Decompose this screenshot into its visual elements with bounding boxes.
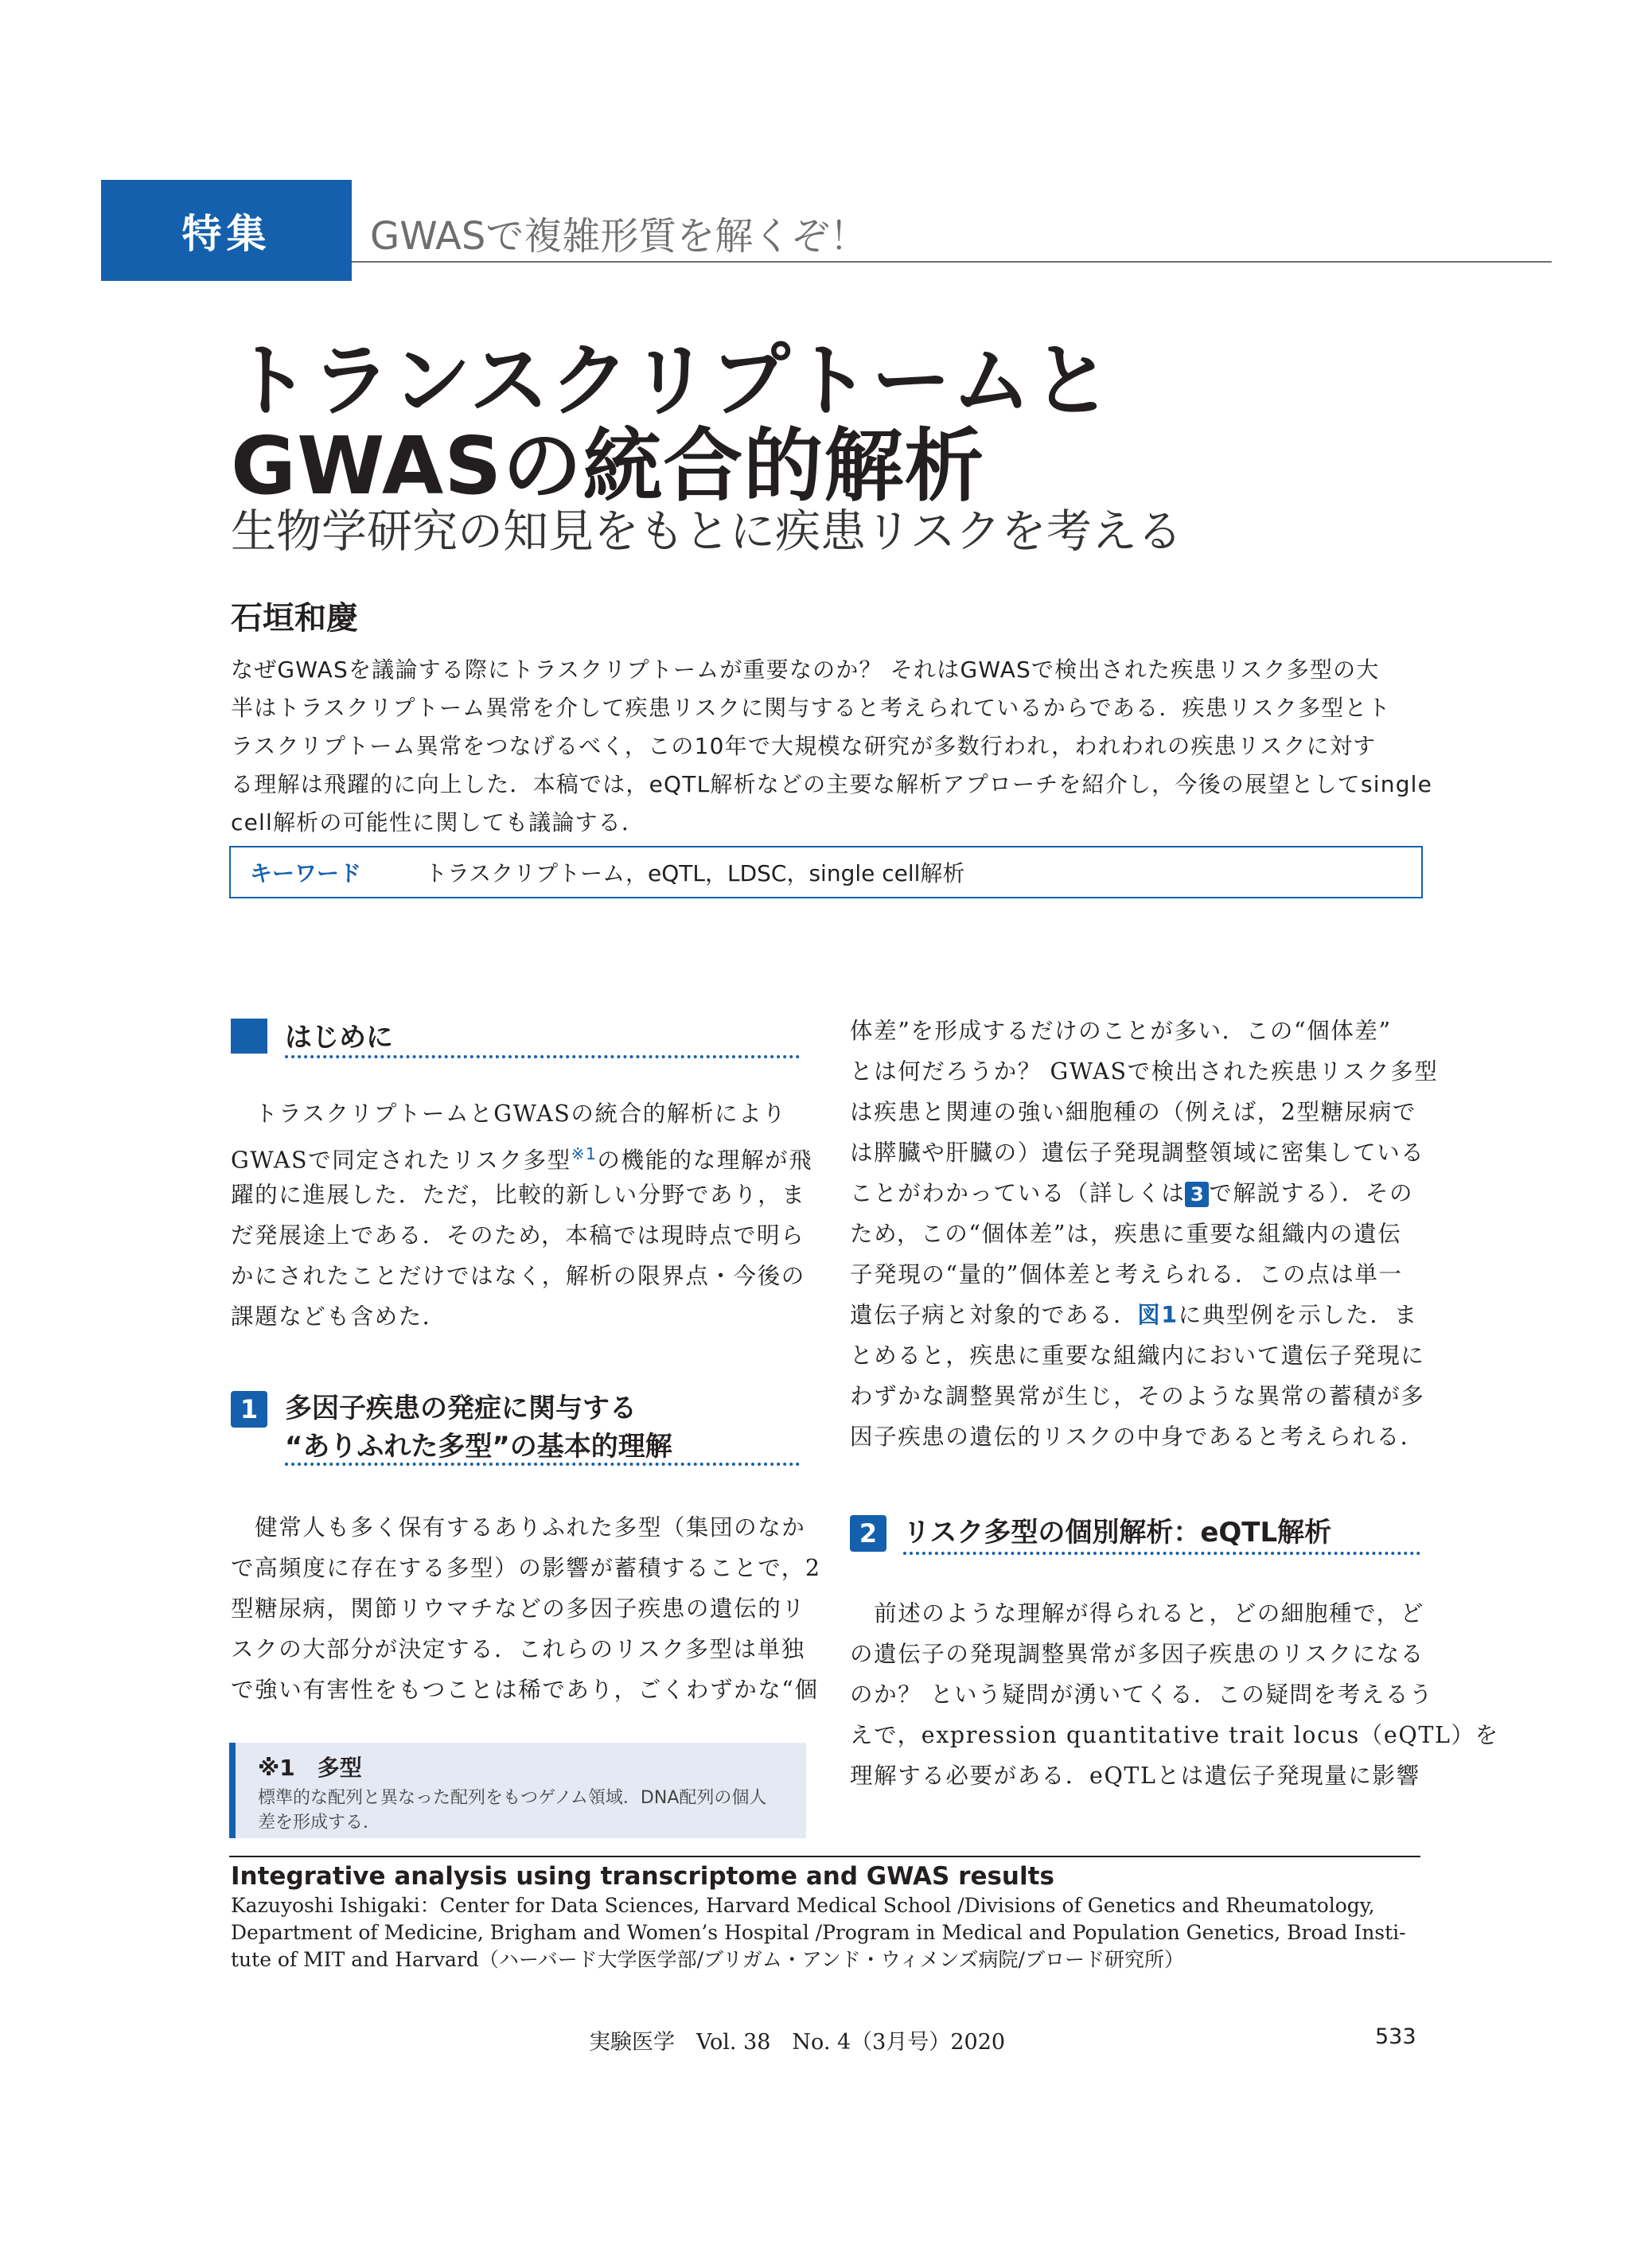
heading-underline (285, 1055, 800, 1058)
text-fragment: 遺伝子病と対象的である． (850, 1302, 1138, 1328)
section-2-title: リスク多型の個別解析：eQTL解析 (903, 1517, 1332, 1549)
abstract-line: 半はトラスクリプトーム異常を介して疾患リスクに関与すると考えられているからである．疾患リスク多型とト (231, 695, 1391, 721)
section-marker-icon (231, 1019, 267, 1054)
text-fragment: に典型例を示した．ま (1178, 1302, 1418, 1328)
abstract-line: ラスクリプトーム異常をつなげるべく，この10年で大規模な研究が多数行われ，われわれの疾患リスクに対す (231, 733, 1377, 759)
affiliation-line: tute of MIT and Harvard（ハーバード大学医学部/ブリガム・アンド・ウィメンズ病院/ブロード研究所） (231, 1948, 1184, 1971)
article-title-line-2: GWASの統合的解析 (231, 419, 985, 512)
section-ref-badge[interactable]: 3 (1185, 1182, 1209, 1207)
footnote-title: ※1 多型 (258, 1755, 362, 1781)
text-line: のか？ という疑問が湧いてくる．この疑問を考えるう (850, 1681, 1434, 1708)
text-line: で高頻度に存在する多型）の影響が蓄積することで，2 (231, 1555, 821, 1581)
article-title-line-1: トランスクリプトームと (231, 334, 1112, 427)
text-line: 課題なども含めた． (231, 1303, 446, 1330)
keywords-label: キーワード (250, 860, 362, 886)
section-1-title-line-1: 多因子疾患の発症に関与する (285, 1393, 637, 1424)
text-line: とは何だろうか？ GWASで検出された疾患リスク多型 (850, 1058, 1439, 1085)
text-line: わずかな調整異常が生じ，そのような異常の蓄積が多 (850, 1383, 1425, 1409)
footnote-line: 標準的な配列と異なった配列をもつゲノム領域．DNA配列の個人 (258, 1788, 767, 1808)
text-line (850, 1173, 1423, 1214)
affiliation-line: Kazuyoshi Ishigaki：Center for Data Sciences, Harvard Medical School /Divisions of Genetics and Rheumatology, (231, 1894, 1375, 1917)
text-line (231, 1134, 813, 1175)
journal-citation: 実験医学 Vol. 38 No. 4（3月号）2020 (589, 2030, 1006, 2055)
section-number-badge: 2 (850, 1515, 886, 1552)
footnote-box (229, 1743, 806, 1838)
footnote-body (258, 1786, 799, 1835)
section-1-title-line-2: “ありふれた多型”の基本的理解 (285, 1431, 672, 1463)
text-line: ため，この“個体差”は，疾患に重要な組織内の遺伝 (850, 1221, 1402, 1247)
author-affiliation (231, 1892, 1424, 1973)
footnote-line: 差を形成する． (258, 1813, 381, 1833)
abstract-line: cell解析の可能性に関しても議論する． (231, 809, 645, 836)
heading-underline (903, 1552, 1420, 1555)
text-line: は疾患と関連の強い細胞種の（例えば，2型糖尿病で (850, 1099, 1417, 1125)
author-name: 石垣和慶 (231, 600, 358, 637)
heading-underline (285, 1463, 800, 1466)
text-line: 子発現の“量的”個体差と考えられる．この点は単一 (850, 1261, 1403, 1288)
page-number: 533 (1375, 2024, 1416, 2049)
text-line: で強い有害性をもつことは稀であり，ごくわずかな“個 (231, 1677, 819, 1703)
text-line: とめると，疾患に重要な組織内において遺伝子発現に (850, 1342, 1425, 1369)
feature-title: GWASで複雑形質を解くぞ！ (370, 214, 868, 259)
article-subtitle: 生物学研究の知見をもとに疾患リスクを考える (231, 505, 1183, 558)
abstract-line: なぜGWASを議論する際にトラスクリプトームが重要なのか？ それはGWASで検出された疾患リスク多型の大 (231, 656, 1380, 683)
text-line: トラスクリプトームとGWASの統合的解析により (231, 1101, 787, 1127)
affiliation-line: Department of Medicine, Brigham and Women’s Hospital /Program in Medical and Population Genetics, Broad Insti- (231, 1921, 1406, 1944)
footnote-ref[interactable]: ※1 (571, 1144, 598, 1163)
text-line: スクの大部分が決定する．これらのリスク多型は単独 (231, 1636, 805, 1662)
text-line: 型糖尿病，関節リウマチなどの多因子疾患の遺伝的リ (231, 1595, 806, 1622)
intro-heading: はじめに (285, 1022, 393, 1054)
text-line: だ発展途上である．そのため，本稿では現時点で明ら (231, 1222, 805, 1249)
text-line: 前述のような理解が得られると，どの細胞種で，ど (850, 1600, 1424, 1627)
abstract-line: る理解は飛躍的に向上した．本稿では，eQTL解析などの主要な解析アプローチを紹介し，今後の展望としてsingle (231, 771, 1433, 797)
section-2-body (850, 1593, 1499, 1796)
section-1-body (231, 1507, 821, 1710)
text-fragment: GWASで同定されたリスク多型 (231, 1147, 571, 1174)
text-line: えで，expression quantitative trait locus（eQTL）を (850, 1722, 1499, 1748)
figure-ref-link[interactable]: 図1 (1137, 1302, 1179, 1328)
text-line: は膵臓や肝臓の）遺伝子発現調整領域に密集している (850, 1140, 1425, 1166)
text-fragment: で解説する）．その (1209, 1180, 1414, 1206)
text-fragment: ことがわかっている（詳しくは (850, 1180, 1186, 1206)
text-line: 躍的に進展した．ただ，比較的新しい分野であり，ま (231, 1182, 806, 1208)
keywords-list: トラスクリプトーム，eQTL，LDSC，single cell解析 (425, 860, 965, 886)
info-rule (229, 1856, 1420, 1857)
right-column-body (850, 1011, 1439, 1457)
english-title: Integrative analysis using transcriptome and GWAS results (231, 1862, 1054, 1891)
text-line: 健常人も多く保有するありふれた多型（集団のなか (231, 1514, 806, 1541)
section-number-badge: 1 (231, 1391, 267, 1428)
header-rule (352, 261, 1552, 263)
text-line: 理解する必要がある．eQTLとは遺伝子発現量に影響 (850, 1763, 1420, 1789)
text-line: 因子疾患の遺伝的リスクの中身であると考えられる． (850, 1424, 1424, 1450)
text-line: かにされたことだけではなく，解析の限界点・今後の (231, 1263, 805, 1289)
text-line (850, 1295, 1423, 1335)
text-line: 体差”を形成するだけのことが多い．この“個体差” (850, 1018, 1392, 1044)
intro-body (231, 1093, 813, 1337)
feature-label: 特集 (101, 180, 352, 281)
text-line: の遺伝子の発現調整異常が多因子疾患のリスクになる (850, 1641, 1424, 1667)
abstract (231, 651, 1433, 842)
keyword-box (229, 846, 1423, 898)
text-fragment: の機能的な理解が飛 (597, 1147, 813, 1174)
